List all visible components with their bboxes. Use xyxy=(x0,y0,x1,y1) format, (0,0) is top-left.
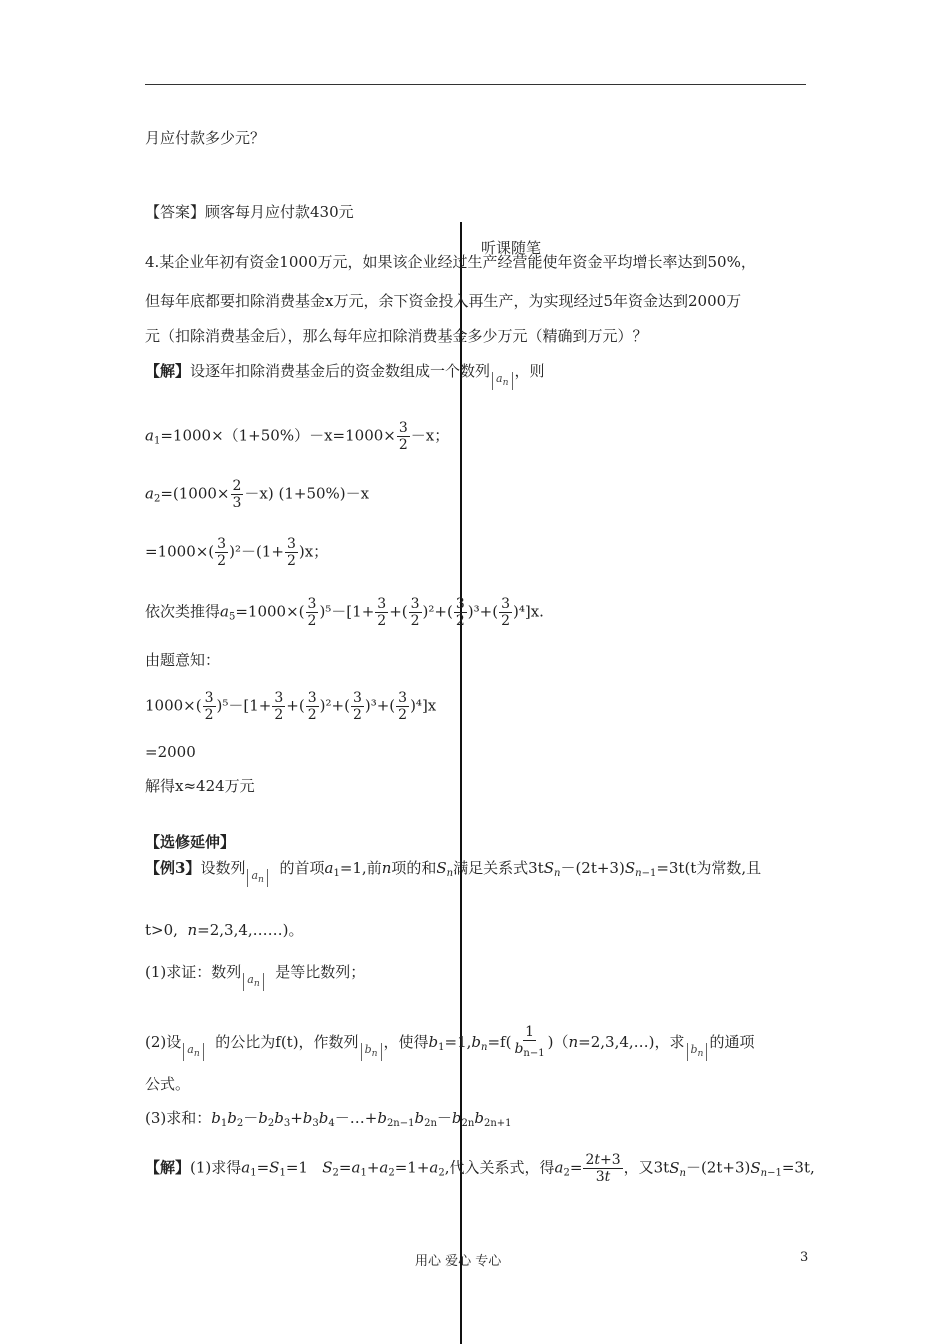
question-1: (1)求证：数列 $a_n$ 是等比数列； xyxy=(145,963,366,990)
answer-line: 【答案】顾客每月应付款430元 xyxy=(145,203,354,221)
question-3: (3)求和：$b_1b_2-b_2b_3+b_3b_4-\dots+b_{2n-1}b_{2n}-b_{2n}b_{2n+1}$ xyxy=(145,1109,512,1129)
continued-question: 月应付款多少元？ xyxy=(145,129,266,147)
equation-equals: =2000 xyxy=(145,743,196,761)
equation-a1: $a_1=1000\times(1+50\%)-x=1000\times$ $\frac{3}{2}$ －x； xyxy=(145,420,450,453)
equation-condition: 1000×( $\frac{3}{2}$ )⁵－[1+ $\frac{3}{2}$ +( $\frac{3}{2}$ )²+( $\frac{3}{2}$ )³+( $\frac{3}{2}$ )⁴]x xyxy=(145,690,437,723)
equation-a5: 依次类推得$a_5=1000\times$( $\frac{3}{2}$ )⁵－[1+ $\frac{3}{2}$ +( $\frac{3}{2}$ )²+( $\frac{3}{2}$ )³+( $\frac{3}{2}$ )⁴]x. xyxy=(145,596,544,629)
equation-a2: $a_2=(1000\times$ $\frac{2}{3}$ －x) (1+50%)－x xyxy=(145,478,370,511)
solution-intro: 【解】设逐年扣除消费基金后的资金数组成一个数列 $a_n$，则 xyxy=(145,362,545,389)
problem4-line2: 但每年底都要扣除消费基金x万元，余下资金投入再生产，为实现经过5年资金达到2000万 xyxy=(145,292,742,310)
example3-line2: t>0, n=2,3,4,……)。 xyxy=(145,921,304,939)
problem4-line3: 元（扣除消费基金后），那么每年应扣除消费基金多少万元（精确到万元）？ xyxy=(145,327,648,345)
footer-motto: 用心 爱心 专心 xyxy=(415,1254,502,1269)
equation-a2-simplified: =1000×( $\frac{3}{2}$ )²－(1+ $\frac{3}{2}$ )x； xyxy=(145,536,329,569)
question-2-line2: 公式。 xyxy=(145,1075,191,1093)
problem4-line1: 4.某企业年初有资金1000万元，如果该企业经过生产经营能使年资金平均增长率达到50%， xyxy=(145,253,756,271)
result-line: 解得x≈424万元 xyxy=(145,777,255,795)
solution-3: 【解】(1)求得$a_1=S_1=1$ $S_2=a_1+a_2=1+a_2$,代入关系式，得$a_2=$ $\frac{2t+3}{3t}$ ，又$3tS_n-(2t+3)S_{n-1}=3t$, xyxy=(145,1152,815,1185)
question-2: (2)设 $a_n$ 的公比为f(t)，作数列 $b_n$，使得$b_1=1,b_n=f$( $\frac{1}{b_{n-1}}$ )（n=2,3,4,…)，求 $b_n$的通项 xyxy=(145,1024,755,1060)
known-label: 由题意知： xyxy=(145,651,221,669)
header-rule xyxy=(145,84,806,85)
example3-line1: 【例3】设数列 $a_n$ 的首项$a_1=1$,前n项的和$S_n$满足关系式$3tS_n-(2t+3)S_{n-1}=3t(t$为常数,且 xyxy=(145,859,762,886)
margin-note-label: 听课随笔 xyxy=(481,239,542,257)
page-number: 3 xyxy=(800,1250,809,1265)
extension-heading: 【选修延伸】 xyxy=(145,833,236,851)
